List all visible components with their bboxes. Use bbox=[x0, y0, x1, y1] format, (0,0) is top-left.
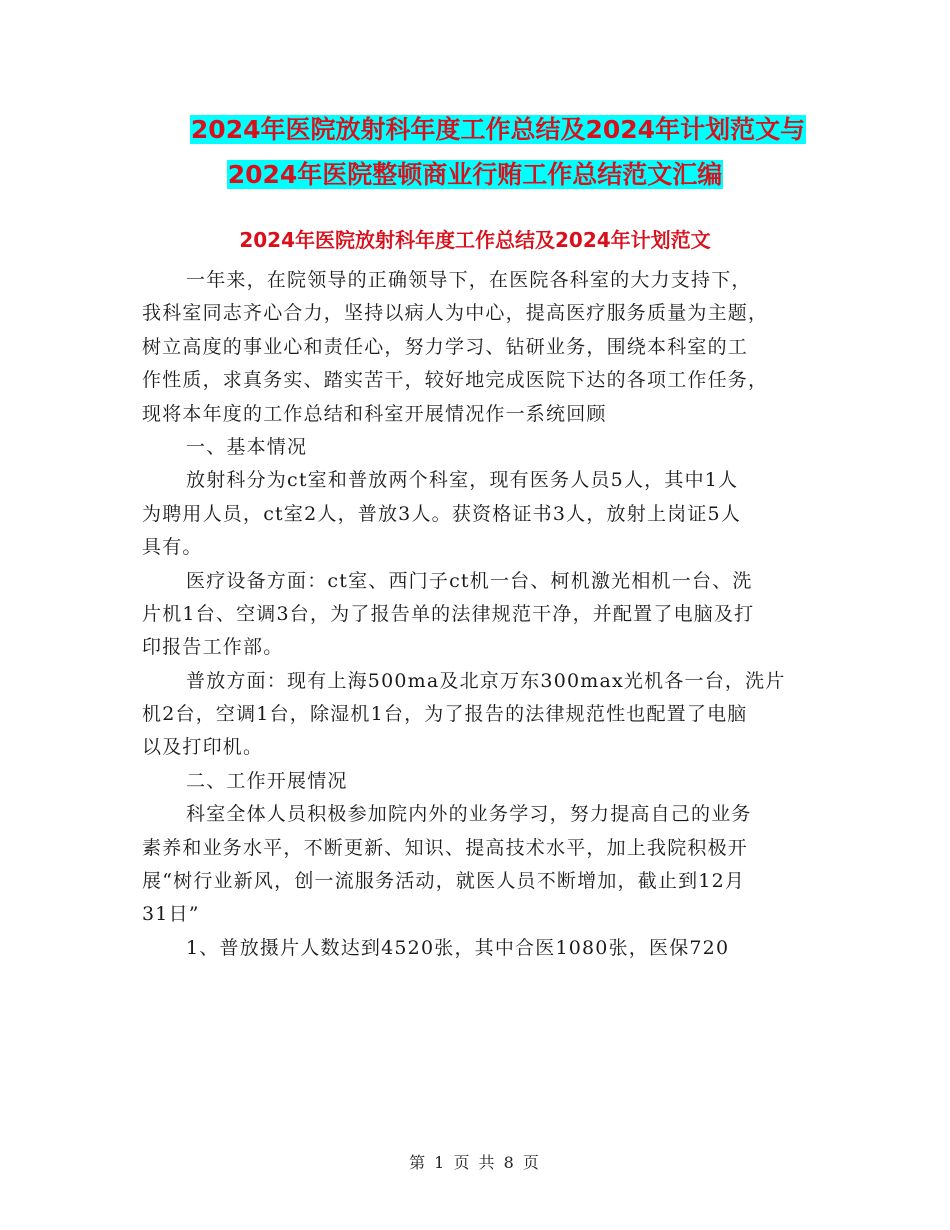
document-body bbox=[142, 264, 814, 965]
body-line: 1、普放摄片人数达到4520张，其中合医1080张，医保720 bbox=[186, 936, 730, 959]
heading-basic-info: 一、基本情况 bbox=[186, 435, 308, 458]
section-title: 2024年医院放射科年度工作总结及2024年计划范文 bbox=[239, 228, 711, 252]
body-line: 31日” bbox=[142, 903, 200, 926]
body-line: 为聘用人员，ct室2人，普放3人。获资格证书3人，放射上岗证5人 bbox=[142, 502, 742, 525]
body-line: 印报告工作部。 bbox=[142, 636, 284, 659]
body-line: 素养和业务水平，不断更新、知识、提高技术水平，加上我院积极开 bbox=[142, 836, 749, 859]
document-title-line-2: 2024年医院整顿商业行贿工作总结范文汇编 bbox=[227, 160, 723, 189]
body-line: 放射科分为ct室和普放两个科室，现有医务人员5人，其中1人 bbox=[186, 469, 739, 492]
body-line: 现将本年度的工作总结和科室开展情况作一系统回顾 bbox=[142, 402, 607, 425]
body-line: 一年来，在院领导的正确领导下，在医院各科室的大力支持下， bbox=[186, 269, 752, 291]
body-line: 我科室同志齐心合力，坚持以病人为中心，提高医疗服务质量为主题， bbox=[142, 302, 769, 325]
body-line: 片机1台、空调3台，为了报告单的法律规范干净，并配置了电脑及打 bbox=[142, 602, 755, 625]
body-line: 以及打印机。 bbox=[142, 736, 264, 759]
page-footer: 第 1 页 共 8 页 bbox=[409, 1153, 541, 1172]
body-line: 树立高度的事业心和责任心，努力学习、钻研业务，围绕本科室的工 bbox=[142, 335, 749, 358]
body-line: 普放方面：现有上海500ma及北京万东300max光机各一台，洗片 bbox=[186, 669, 786, 692]
body-line: 作性质，求真务实、踏实苦干，较好地完成医院下达的各项工作任务， bbox=[142, 369, 769, 392]
document-title-line-1: 2024年医院放射科年度工作总结及2024年计划范文与 bbox=[190, 115, 806, 144]
body-line: 展“树行业新风，创一流服务活动，就医人员不断增加，截止到12月 bbox=[142, 870, 746, 893]
body-line: 医疗设备方面：ct室、西门子ct机一台、柯机激光相机一台、洗 bbox=[186, 569, 753, 592]
body-line: 科室全体人员积极参加院内外的业务学习，努力提高自己的业务 bbox=[186, 803, 752, 826]
body-line: 具有。 bbox=[142, 536, 203, 559]
body-line: 机2台，空调1台，除湿机1台，为了报告的法律规范性也配置了电脑 bbox=[142, 703, 748, 726]
heading-work-progress: 二、工作开展情况 bbox=[186, 769, 348, 792]
